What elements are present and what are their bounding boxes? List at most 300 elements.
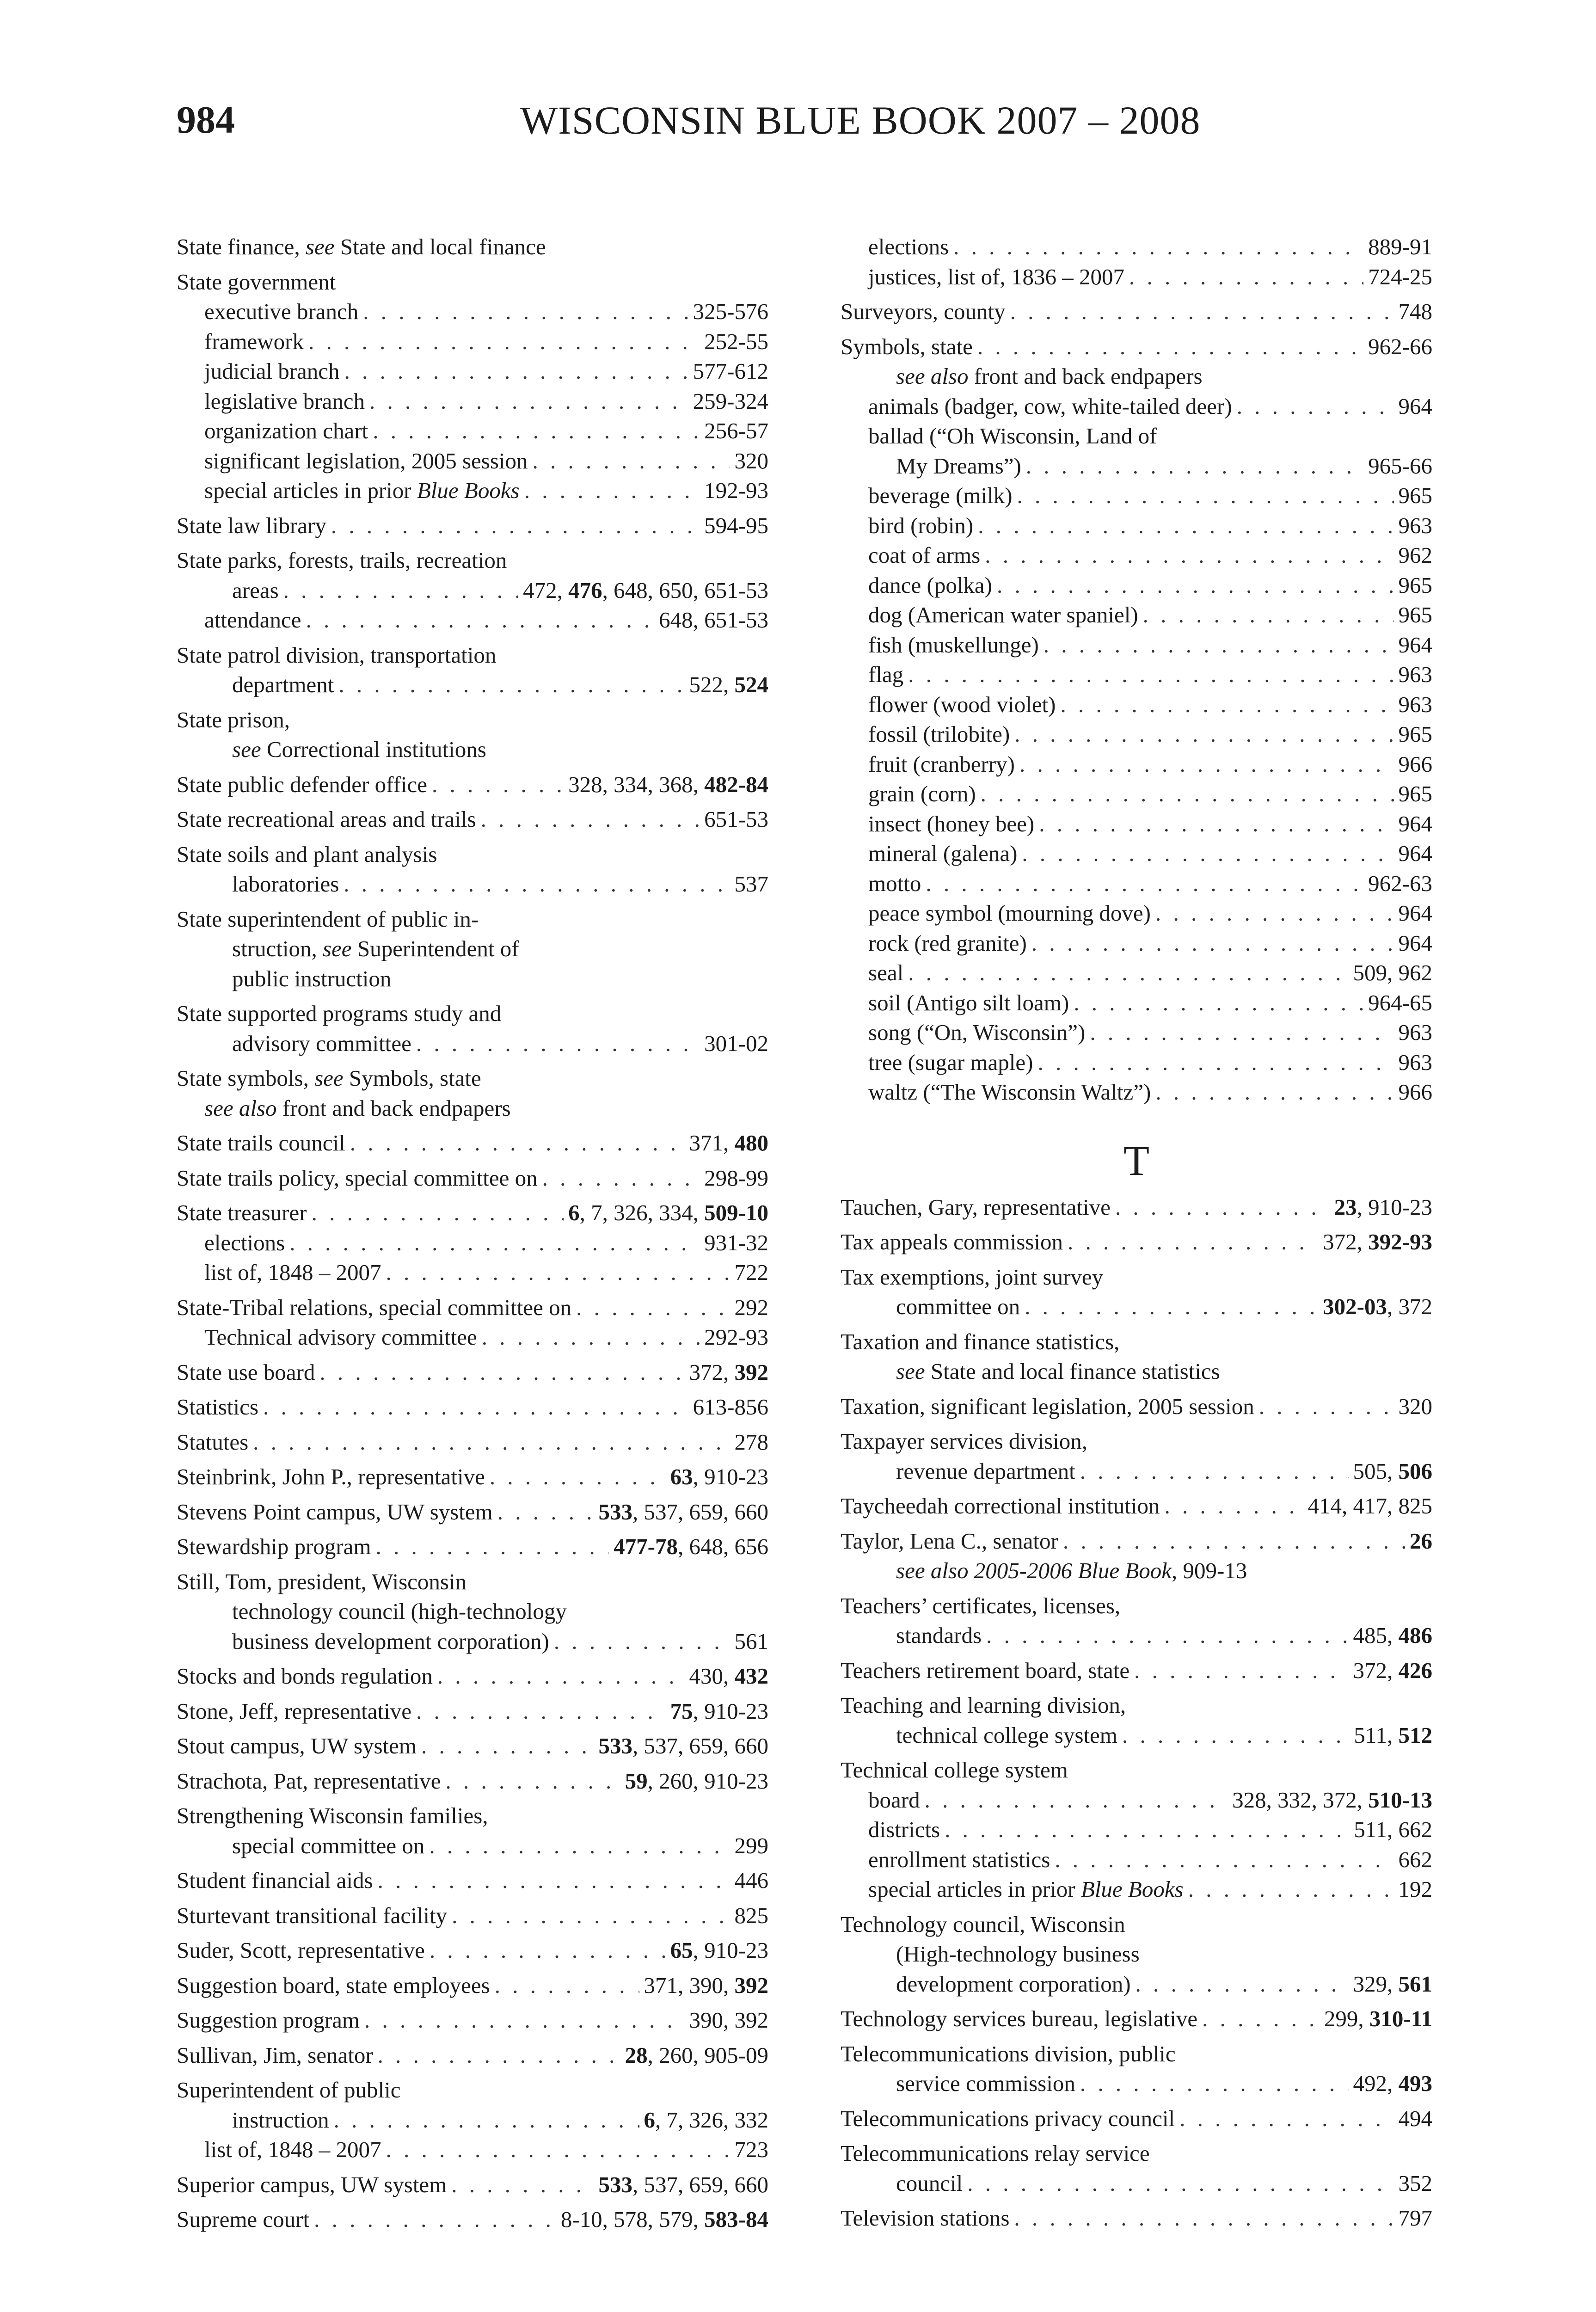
index-entry-line — [177, 904, 768, 935]
page-reference: 724-25 — [1368, 264, 1432, 289]
page-reference: 28, 260, 905-09 — [625, 2042, 768, 2068]
index-term: special articles in prior Blue Books — [868, 1876, 1184, 1902]
index-entry-line — [177, 840, 768, 870]
page-reference: 962-63 — [1368, 870, 1432, 896]
index-term: special articles in prior Blue Books — [204, 478, 520, 503]
index-entry — [177, 1766, 768, 1796]
index-term: legislative branch — [204, 388, 365, 414]
dot-leader — [926, 869, 1363, 899]
page-reference: 6, 7, 326, 332 — [644, 2107, 768, 2133]
dot-leader — [978, 511, 1393, 541]
dot-leader — [953, 232, 1363, 262]
index-term: dog (American water spaniel) — [868, 602, 1138, 627]
index-term: elections — [868, 234, 949, 259]
dot-leader — [437, 1661, 685, 1691]
index-term: Telecommunications relay service — [841, 2140, 1150, 2166]
dot-leader — [1022, 839, 1393, 869]
index-subentry-line — [841, 719, 1432, 750]
index-term: Taycheedah correctional institution — [841, 1493, 1160, 1519]
index-entry-line — [177, 1866, 768, 1896]
page-reference: 964 — [1398, 811, 1432, 836]
dot-leader — [369, 387, 688, 417]
index-entry — [841, 1427, 1432, 1486]
dot-leader — [925, 1785, 1228, 1815]
page-reference: 505, 506 — [1353, 1458, 1432, 1484]
index-term: Television stations — [841, 2205, 1010, 2231]
index-term: beverage (milk) — [868, 483, 1013, 508]
index-entry-line — [177, 2170, 768, 2200]
index-subentry-line — [841, 571, 1432, 601]
dot-leader — [334, 2105, 639, 2135]
page-reference: 577-612 — [693, 358, 768, 384]
page-reference: 964 — [1398, 841, 1432, 866]
index-entry-line — [177, 1198, 768, 1228]
dot-leader — [542, 1163, 700, 1193]
index-entry — [177, 2170, 768, 2200]
index-term: attendance — [204, 607, 301, 633]
dot-leader — [1017, 481, 1394, 511]
dot-leader — [338, 670, 684, 700]
dot-leader — [308, 327, 700, 357]
index-term: Technology council, Wisconsin — [841, 1911, 1125, 1937]
dot-leader — [1031, 928, 1394, 959]
dot-leader — [1080, 1457, 1349, 1487]
index-subentry-line — [841, 928, 1432, 959]
index-subentry-line — [841, 1785, 1432, 1815]
index-entry — [177, 1163, 768, 1193]
index-entry — [177, 1731, 768, 1761]
index-term: State symbols, see Symbols, state — [177, 1065, 481, 1091]
dot-leader — [985, 541, 1393, 571]
page-reference: 320 — [1398, 1393, 1432, 1419]
index-term: peace symbol (mourning dove) — [868, 900, 1151, 926]
dot-leader — [350, 1128, 685, 1158]
page-reference: 537 — [734, 871, 768, 897]
index-entry-line — [841, 2104, 1432, 2134]
index-entry-line — [841, 2039, 1432, 2069]
dot-leader — [1080, 2069, 1349, 2099]
dot-leader — [306, 605, 654, 635]
index-entry-line — [177, 267, 768, 297]
index-subentry-line — [841, 1939, 1432, 1969]
dot-leader — [482, 1322, 700, 1353]
index-subentry-line — [841, 1077, 1432, 1107]
index-entry-line — [177, 1128, 768, 1158]
index-term: judicial branch — [204, 358, 340, 384]
index-entry — [177, 1866, 768, 1896]
index-term: Student financial aids — [177, 1868, 373, 1893]
page-reference: 371, 390, 392 — [644, 1972, 768, 1998]
dot-leader — [908, 958, 1348, 988]
dot-leader — [314, 2205, 556, 2235]
index-entry — [841, 2004, 1432, 2034]
page-reference: 65, 910-23 — [670, 1937, 768, 1963]
index-term: council — [896, 2170, 963, 2196]
index-subentry-line — [841, 1556, 1432, 1586]
index-entry-line — [177, 2205, 768, 2235]
index-entry — [177, 2075, 768, 2165]
page-reference: 492, 493 — [1353, 2071, 1432, 2096]
index-subentry-line — [177, 1094, 768, 1124]
page-reference: 299, 310-11 — [1324, 2006, 1432, 2031]
index-term: public instruction — [232, 965, 392, 991]
index-entry-line — [177, 1901, 768, 1931]
index-term: enrollment statistics — [868, 1846, 1050, 1872]
index-entry-line — [841, 1193, 1432, 1223]
index-entry — [177, 1567, 768, 1657]
index-entry-line — [841, 1691, 1432, 1721]
index-term: Strachota, Pat, representative — [177, 1768, 441, 1794]
index-entry-line — [177, 1801, 768, 1831]
index-entry-line — [841, 297, 1432, 327]
page-reference: 963 — [1398, 691, 1432, 717]
index-term: see also front and back endpapers — [896, 363, 1203, 389]
page-reference: 797 — [1398, 2205, 1432, 2231]
page-reference: 256-57 — [704, 418, 768, 443]
page-reference: 962 — [1398, 542, 1432, 568]
page-reference: 23, 910-23 — [1334, 1194, 1432, 1220]
index-term: Taylor, Lena C., senator — [841, 1528, 1058, 1554]
index-entry-line — [841, 2004, 1432, 2034]
page-reference: 298-99 — [704, 1165, 768, 1191]
index-entry-line — [177, 1661, 768, 1691]
index-entry-line — [177, 1766, 768, 1796]
index-entry-line — [841, 1327, 1432, 1357]
dot-leader — [524, 476, 700, 506]
index-entry-line — [841, 1656, 1432, 1686]
dot-leader — [1090, 1018, 1393, 1048]
index-term: mineral (galena) — [868, 841, 1018, 866]
index-entry-line — [177, 1293, 768, 1323]
index-subentry-line — [841, 750, 1432, 780]
index-term: State use board — [177, 1359, 315, 1385]
page-reference: 485, 486 — [1353, 1623, 1432, 1648]
index-entry — [177, 1532, 768, 1562]
dot-leader — [1136, 1969, 1349, 1999]
index-subentry-line — [841, 481, 1432, 511]
dot-leader — [1074, 988, 1363, 1018]
index-subentry-line — [841, 362, 1432, 392]
page-reference: 6, 7, 326, 334, 509-10 — [568, 1200, 768, 1225]
page-reference: 533, 537, 659, 660 — [598, 1499, 768, 1525]
dot-leader — [1202, 2004, 1320, 2034]
index-term: Technical college system — [841, 1757, 1068, 1783]
page-reference: 962-66 — [1368, 333, 1432, 359]
dot-leader — [376, 1532, 609, 1562]
index-term: State-Tribal relations, special committee on — [177, 1294, 572, 1320]
index-term: Strengthening Wisconsin families, — [177, 1803, 488, 1828]
index-entry-line — [841, 2203, 1432, 2233]
page-reference: 372, 392-93 — [1323, 1229, 1432, 1254]
page-reference: 372, 392 — [689, 1359, 768, 1385]
page-reference: 966 — [1398, 1079, 1432, 1105]
index-term: Still, Tom, president, Wisconsin — [177, 1568, 467, 1594]
index-entry-line — [841, 1262, 1432, 1292]
index-term: State trails council — [177, 1130, 345, 1156]
dot-leader — [1129, 262, 1363, 292]
page-reference: 651-53 — [704, 806, 768, 832]
index-subentry-line — [177, 2135, 768, 2165]
index-subentry-line — [841, 898, 1432, 928]
dot-leader — [1014, 719, 1393, 750]
dot-leader — [416, 1697, 666, 1727]
index-term: Symbols, state — [841, 333, 973, 359]
dot-leader — [429, 1831, 730, 1861]
index-term: rock (red granite) — [868, 930, 1027, 956]
index-entry-line — [177, 1462, 768, 1492]
page-reference: 192 — [1398, 1876, 1432, 1902]
index-subentry-line — [841, 869, 1432, 899]
dot-leader — [253, 1427, 730, 1457]
index-term: ballad (“Oh Wisconsin, Land of — [868, 423, 1157, 449]
index-term: waltz (“The Wisconsin Waltz”) — [868, 1079, 1151, 1105]
index-subentry-line — [841, 1457, 1432, 1487]
index-term: instruction — [232, 2107, 329, 2133]
index-term: struction, see Superintendent of — [232, 936, 519, 961]
index-entry-line — [841, 2139, 1432, 2169]
index-subentry-line — [177, 297, 768, 327]
page-reference: 963 — [1398, 512, 1432, 538]
index-subentry-line — [841, 839, 1432, 869]
index-entry — [841, 2139, 1432, 2198]
index-entry-line — [177, 1731, 768, 1761]
page-reference: 325-576 — [693, 299, 768, 324]
page-reference: 472, 476, 648, 650, 651-53 — [523, 577, 768, 603]
dot-leader — [416, 1029, 700, 1059]
index-term: seal — [868, 960, 904, 985]
dot-leader — [1055, 1845, 1393, 1875]
dot-leader — [497, 1497, 594, 1527]
index-entry — [177, 904, 768, 994]
index-term: flag — [868, 662, 904, 687]
index-term: My Dreams”) — [896, 453, 1021, 479]
dot-leader — [289, 1228, 700, 1258]
index-term: Teachers retirement board, state — [841, 1657, 1130, 1683]
dot-leader — [1164, 1491, 1303, 1521]
index-term: Suder, Scott, representative — [177, 1937, 425, 1963]
page-reference: 371, 480 — [689, 1130, 768, 1156]
index-entry — [177, 1064, 768, 1123]
index-term: Stevens Point campus, UW system — [177, 1499, 493, 1525]
page-reference: 329, 561 — [1353, 1971, 1432, 1997]
index-term: State superintendent of public in- — [177, 906, 479, 932]
page-reference: 594-95 — [704, 512, 768, 538]
index-subentry-line — [177, 476, 768, 506]
dot-leader — [344, 357, 688, 387]
index-term: special committee on — [232, 1832, 425, 1858]
index-term: coat of arms — [868, 542, 981, 568]
dot-leader — [1237, 392, 1394, 422]
index-subentry-line — [177, 1258, 768, 1288]
index-subentry-line — [841, 262, 1432, 292]
index-subentry-line — [841, 1621, 1432, 1651]
index-term: (High-technology business — [896, 1941, 1140, 1967]
page-reference: 352 — [1398, 2170, 1432, 2196]
index-entry-line — [177, 770, 768, 800]
page-reference: 278 — [734, 1429, 768, 1455]
index-subentry-line — [841, 2069, 1432, 2099]
dot-leader — [421, 1731, 594, 1761]
index-term: Suggestion board, state employees — [177, 1972, 490, 1998]
index-term: fish (muskellunge) — [868, 632, 1039, 658]
index-entry-line — [177, 1392, 768, 1422]
dot-leader — [1155, 1077, 1393, 1107]
index-term: board — [868, 1787, 920, 1813]
index-entry-line — [177, 1358, 768, 1388]
page-reference: 299 — [734, 1832, 768, 1858]
index-term: Teaching and learning division, — [841, 1692, 1126, 1718]
index-term: State prison, — [177, 707, 290, 732]
page-reference: 963 — [1398, 1049, 1432, 1075]
index-entry — [841, 1491, 1432, 1521]
index-entry — [841, 1392, 1432, 1422]
index-subentry-line — [841, 1875, 1432, 1905]
index-subentry-line — [177, 869, 768, 899]
index-entry — [177, 1128, 768, 1158]
index-term: Tax exemptions, joint survey — [841, 1264, 1104, 1290]
dot-leader — [1010, 297, 1394, 327]
index-term: State public defender office — [177, 771, 427, 797]
page-reference: 477-78, 648, 656 — [614, 1534, 768, 1559]
dot-leader — [430, 1936, 666, 1966]
index-term: Steinbrink, John P., representative — [177, 1464, 485, 1489]
dot-leader — [981, 779, 1394, 809]
page-reference: 292-93 — [704, 1324, 768, 1350]
index-term: motto — [868, 870, 921, 896]
dot-leader — [1014, 2203, 1393, 2233]
page-reference: 509, 962 — [1353, 960, 1432, 985]
index-term: dance (polka) — [868, 572, 992, 598]
index-term: State parks, forests, trails, recreation — [177, 547, 507, 573]
index-term: Superintendent of public — [177, 2077, 401, 2103]
index-entry — [177, 1497, 768, 1527]
index-entry-line — [177, 1971, 768, 2001]
index-term: Telecommunications privacy council — [841, 2105, 1175, 2131]
index-entry — [841, 1526, 1432, 1586]
index-subentry-line — [841, 1845, 1432, 1875]
index-subentry-line — [177, 2105, 768, 2135]
index-subentry-line — [177, 670, 768, 700]
index-subentry-line — [177, 1228, 768, 1258]
index-term: see also 2005-2006 Blue Book, 909-13 — [896, 1558, 1247, 1583]
index-subentry-line — [841, 1357, 1432, 1387]
index-entry — [841, 1262, 1432, 1322]
dot-leader — [1115, 1193, 1330, 1223]
index-entry-line — [177, 1936, 768, 1966]
index-term: insect (honey bee) — [868, 811, 1035, 836]
index-entry — [177, 232, 768, 262]
index-entry — [177, 1427, 768, 1457]
index-entry-line — [177, 1697, 768, 1727]
page-reference: 328, 332, 372, 510-13 — [1232, 1787, 1432, 1813]
page-reference: 494 — [1398, 2105, 1432, 2131]
dot-leader — [378, 2041, 620, 2071]
index-term: State law library — [177, 512, 326, 538]
page-reference: 722 — [734, 1260, 768, 1285]
dot-leader — [319, 1358, 684, 1388]
dot-leader — [576, 1293, 730, 1323]
index-term: Superior campus, UW system — [177, 2171, 447, 2197]
page-reference: 965 — [1398, 602, 1432, 627]
index-subentry-line — [177, 327, 768, 357]
index-term: Supreme court — [177, 2207, 310, 2232]
index-term: Stocks and bonds regulation — [177, 1663, 433, 1689]
index-subentry-line — [177, 964, 768, 994]
index-term: committee on — [896, 1294, 1020, 1319]
index-entry — [177, 1697, 768, 1727]
page-reference: 648, 651-53 — [659, 607, 768, 633]
index-term: Statutes — [177, 1429, 249, 1455]
index-term: see State and local finance statistics — [896, 1359, 1220, 1384]
page-reference: 965 — [1398, 781, 1432, 806]
index-term: fossil (trilobite) — [868, 721, 1010, 747]
index-subentry-line — [841, 779, 1432, 809]
index-entry — [177, 2041, 768, 2071]
page-reference: 965-66 — [1368, 453, 1432, 479]
dot-leader — [432, 770, 564, 800]
index-term: fruit (cranberry) — [868, 751, 1015, 777]
index-entry-line — [177, 640, 768, 670]
index-term: development corporation) — [896, 1971, 1131, 1997]
index-entry — [841, 1227, 1432, 1257]
index-term: see Correctional institutions — [232, 737, 486, 762]
dot-leader — [490, 1462, 666, 1492]
index-term: Taxation, significant legislation, 2005 session — [841, 1393, 1254, 1419]
index-term: areas — [232, 577, 279, 603]
index-entry — [177, 1936, 768, 1966]
dot-leader — [1037, 1048, 1393, 1078]
page-reference: 302-03, 372 — [1323, 1294, 1432, 1319]
index-subentry-line — [841, 541, 1432, 571]
page-reference: 8-10, 578, 579, 583-84 — [560, 2207, 768, 2232]
index-entry — [841, 297, 1432, 327]
page-reference: 372, 426 — [1353, 1657, 1432, 1683]
index-entry — [177, 840, 768, 899]
index-entry-line — [177, 1427, 768, 1457]
page-reference: 964-65 — [1368, 990, 1432, 1015]
index-subentry-line — [177, 735, 768, 765]
dot-leader — [1025, 1292, 1318, 1322]
index-subentry-line — [177, 1627, 768, 1657]
dot-leader — [452, 1901, 730, 1931]
index-term: Suggestion program — [177, 2007, 360, 2033]
index-entry-line — [841, 1591, 1432, 1621]
dot-leader — [986, 1621, 1348, 1651]
dot-leader — [1063, 1526, 1405, 1556]
page-reference: 965 — [1398, 721, 1432, 747]
index-entry — [177, 1198, 768, 1288]
page-reference: 964 — [1398, 900, 1432, 926]
index-entry — [841, 2203, 1432, 2233]
dot-leader — [1143, 600, 1394, 630]
index-entry — [841, 1327, 1432, 1387]
index-entry — [177, 1801, 768, 1861]
index-entry — [177, 1392, 768, 1422]
index-subentry-line — [177, 1597, 768, 1627]
index-subentry-line — [841, 1048, 1432, 1078]
index-term: State trails policy, special committee on — [177, 1165, 538, 1191]
index-column-right — [841, 232, 1432, 2233]
page-reference: 561 — [734, 1628, 768, 1654]
page-number: 984 — [177, 98, 235, 141]
index-subentry-line — [841, 421, 1432, 451]
index-term: revenue department — [896, 1458, 1075, 1484]
index-subentry-line — [177, 416, 768, 446]
dot-leader — [977, 332, 1363, 362]
index-entry — [841, 1193, 1432, 1223]
index-term: Stone, Jeff, representative — [177, 1698, 411, 1724]
index-subentry-line — [177, 576, 768, 606]
